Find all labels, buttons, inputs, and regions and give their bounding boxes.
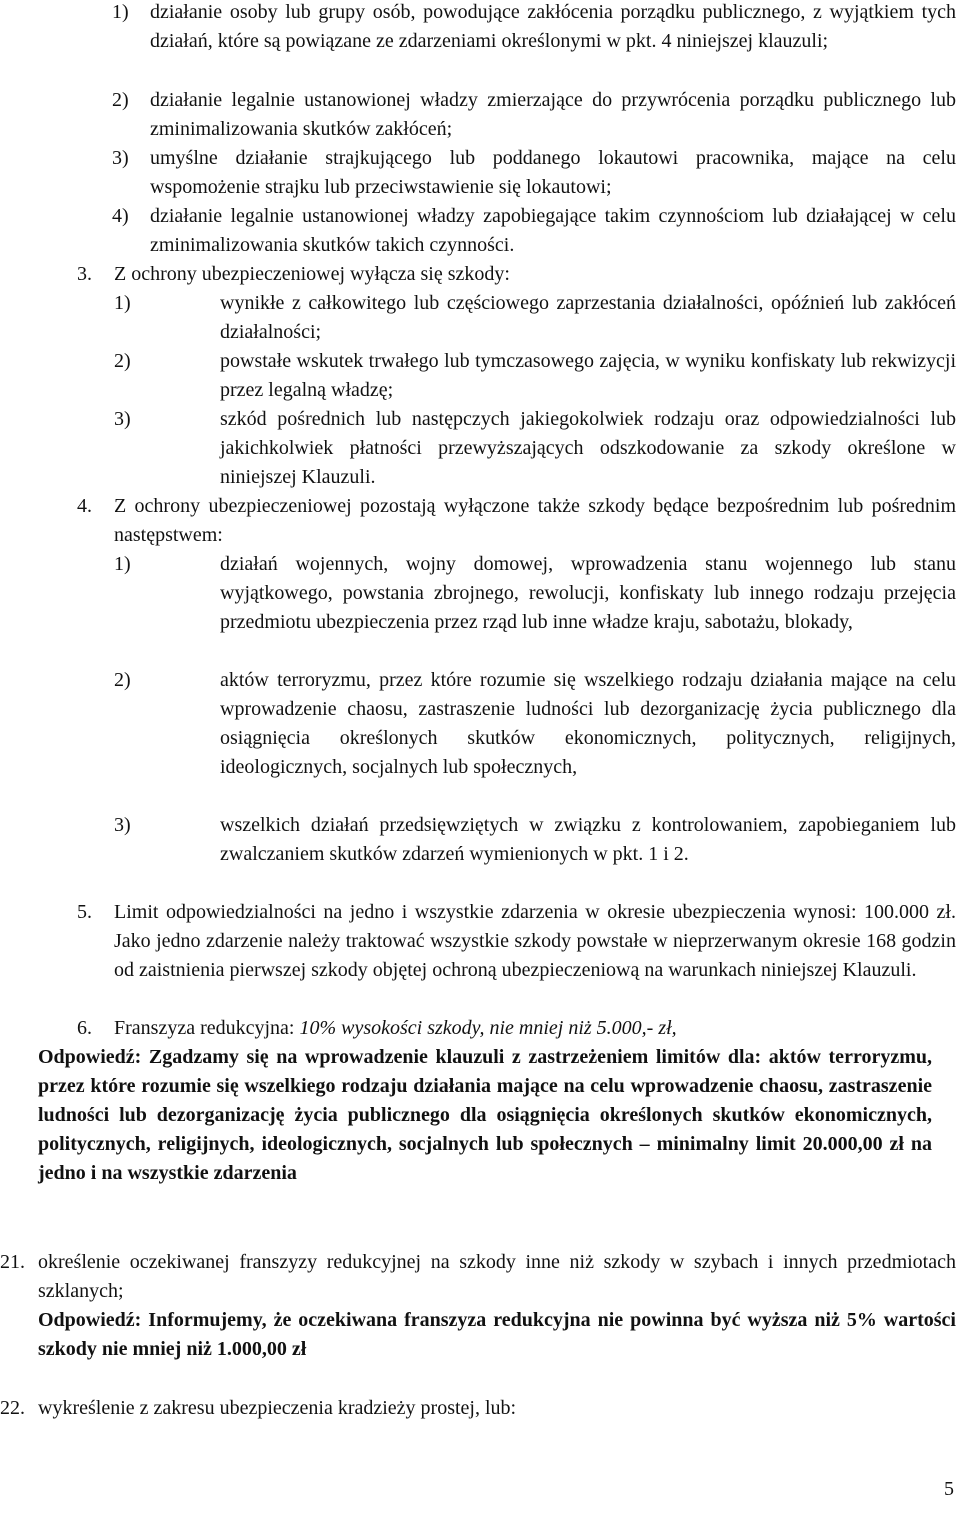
page-number: 5 bbox=[944, 1478, 954, 1500]
list-item bbox=[112, 202, 956, 260]
deductible-line bbox=[77, 1014, 956, 1043]
list-item bbox=[114, 347, 956, 405]
section-3 bbox=[77, 260, 956, 492]
section-text: Limit odpowiedzialności na jedno i wszystkie zdarzenia w okresie ubezpieczenia wynosi: 100.000 zł. Jako jedno zdarzenie należy traktować wszystkie szkody powstałe w nieprzerwanym okresie 168 godzin od zaistnienia pierwszej szkody objętej ochroną ubezpieczeniową na warunkach niniejszej Klauzuli. bbox=[114, 901, 956, 981]
section-number: 6. bbox=[77, 1017, 92, 1039]
section-number: 5. bbox=[77, 901, 92, 923]
section-5 bbox=[77, 898, 956, 1014]
section-number: 3. bbox=[77, 263, 92, 285]
section-heading bbox=[77, 492, 956, 550]
list-item bbox=[114, 666, 956, 811]
section-number: 4. bbox=[77, 495, 92, 517]
section-text: Z ochrony ubezpieczeniowej pozostają wyłączone także szkody będące bezpośrednim lub pośrednim następstwem: bbox=[114, 495, 956, 546]
list-item bbox=[114, 811, 956, 898]
list-item bbox=[114, 289, 956, 347]
question-text-row bbox=[0, 1248, 956, 1306]
item-text: działań wojennych, wojny domowej, wprowadzenia stanu wojennego lub stanu wyjątkowego, powstania zbrojnego, rewolucji, konfiskaty lub innego rodzaju przejęcia przedmiotu ubezpieczenia przez rząd lub inne władze kraju, sabotażu, blokady, bbox=[220, 553, 956, 633]
section-4 bbox=[77, 492, 956, 898]
section-heading bbox=[77, 260, 956, 289]
question-answer bbox=[0, 1306, 956, 1364]
item-text: szkód pośrednich lub następczych jakiegokolwiek rodzaju oraz odpowiedzialności lub jakichkolwiek płatności przewyższających odszkodowanie za szkody określone w niniejszej Klauzuli. bbox=[220, 408, 956, 488]
answer-text: Odpowiedź: Informujemy, że oczekiwana franszyza redukcyjna nie powinna być wyższa niż 5% wartości szkody nie mniej niż 1.000,00 zł bbox=[38, 1309, 956, 1360]
question-number: 22. bbox=[0, 1397, 25, 1419]
list-item bbox=[112, 0, 956, 86]
item-text: aktów terroryzmu, przez które rozumie się wszelkiego rodzaju działania mające na celu wprowadzenie chaosu, zastraszenie ludności lub dezorganizację życia publicznego dla osiągnięcia określonych skutków ekonomicznych, politycznych, religijnych, ideologicznych, socjalnych lub społecznych, bbox=[220, 669, 956, 778]
item-number: 2) bbox=[112, 89, 129, 111]
item-number: 2) bbox=[114, 669, 131, 691]
item-number: 1) bbox=[114, 292, 131, 314]
item-text: umyślne działanie strajkującego lub poddanego lokautowi pracownika, mające na celu wspomożenie strajku lub przeciwstawienie się lokautowi; bbox=[150, 147, 956, 198]
question-text: określenie oczekiwanej franszyzy redukcyjnej na szkody inne niż szkody w szybach i innych przedmiotach szklanych; bbox=[38, 1251, 956, 1302]
item-number: 1) bbox=[112, 1, 129, 23]
answer-terrorism-limits bbox=[38, 1043, 932, 1188]
item-number: 2) bbox=[114, 350, 131, 372]
item-number: 3) bbox=[114, 814, 131, 836]
list-item bbox=[112, 86, 956, 144]
deductible-label: Franszyza redukcyjna: bbox=[114, 1017, 295, 1039]
item-number: 4) bbox=[112, 205, 129, 227]
item-text: wszelkich działań przedsięwziętych w związku z kontrolowaniem, zapobieganiem lub zwalczaniem skutków zdarzeń wymienionych w pkt. 1 i 2. bbox=[220, 814, 956, 865]
item-text: działanie legalnie ustanowionej władzy zapobiegające takim czynnościom lub działającej w celu zminimalizowania skutków takich czynności. bbox=[150, 205, 956, 256]
item-text: działanie osoby lub grupy osób, powodujące zakłócenia porządku publicznego, z wyjątkiem tych działań, które są powiązane ze zdarzeniami określonymi w pkt. 4 niniejszej klauzuli; bbox=[150, 1, 956, 52]
item-text: wynikłe z całkowitego lub częściowego zaprzestania działalności, opóźnień lub zakłóceń działalności; bbox=[220, 292, 956, 343]
section-paragraph bbox=[77, 898, 956, 1014]
deductible-value: 10% wysokości szkody, nie mniej niż 5.000,- zł, bbox=[299, 1017, 677, 1039]
item-number: 3) bbox=[114, 408, 131, 430]
question-text: wykreślenie z zakresu ubezpieczenia kradzieży prostej, lub: bbox=[38, 1397, 517, 1419]
list-item bbox=[114, 405, 956, 492]
answer-text: Odpowiedź: Zgadzamy się na wprowadzenie klauzuli z zastrzeżeniem limitów dla: aktów terroryzmu, przez które rozumie się wszelkiego rodzaju działania mające na celu wprowadzenie chaosu, zastraszenie ludności lub dezorganizację życia publicznego dla osiągnięcia określonych skutków ekonomicznych, politycznych, religijnych, ideologicznych, socjalnych lub społecznych – minimalny limit 20.000,00 zł na jedno i na wszystkie zdarzenia bbox=[38, 1046, 932, 1184]
question-21 bbox=[0, 1248, 956, 1364]
question-number: 21. bbox=[0, 1251, 25, 1273]
item-number: 1) bbox=[114, 553, 131, 575]
item-number: 3) bbox=[112, 147, 129, 169]
item-text: działanie legalnie ustanowionej władzy zmierzające do przywrócenia porządku publicznego lub zminimalizowania skutków zakłóceń; bbox=[150, 89, 956, 140]
list-item bbox=[114, 550, 956, 666]
section-6 bbox=[77, 1014, 956, 1043]
item-text: powstałe wskutek trwałego lub tymczasowego zajęcia, w wyniku konfiskaty lub rekwizycji przez legalną władzę; bbox=[220, 350, 956, 401]
list-item bbox=[112, 144, 956, 202]
exclusions-list-a bbox=[112, 0, 956, 260]
section-text: Z ochrony ubezpieczeniowej wyłącza się szkody: bbox=[114, 263, 510, 285]
question-22 bbox=[0, 1394, 956, 1423]
question-text-row bbox=[0, 1394, 956, 1423]
